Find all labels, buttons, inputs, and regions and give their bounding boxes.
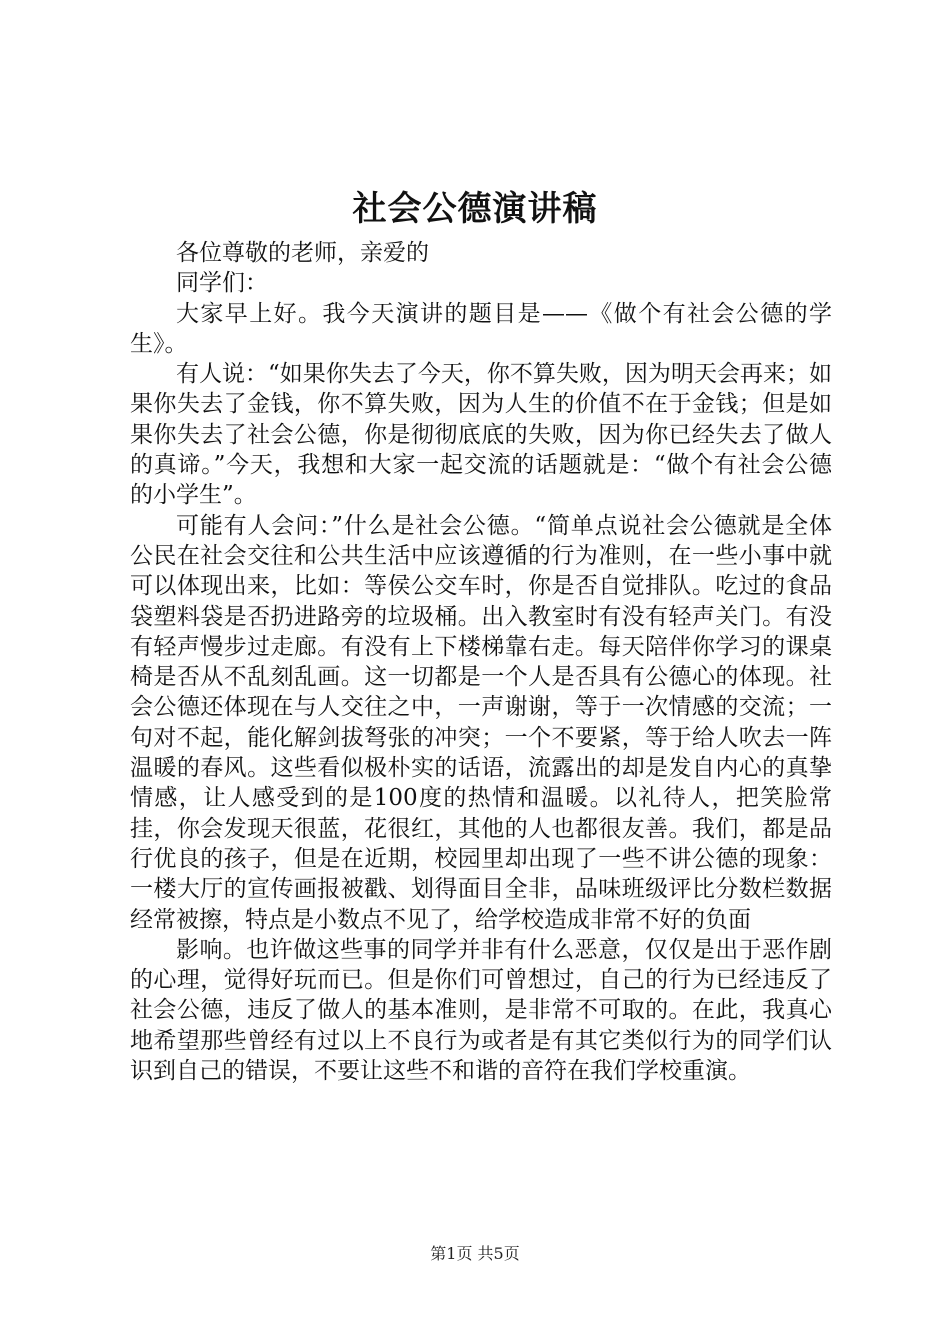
document-body — [130, 238, 832, 1086]
paragraph-greeting-2: 同学们： — [176, 270, 268, 297]
page-number-footer: 第1页 共5页 — [430, 1244, 520, 1263]
paragraph-definition: 可能有人会问：”什么是社会公德。“简单点说社会公德就是全体公民在社会交往和公共生活中应该遵循的行为准则，在一些小事中就可以体现出来，比如：等侯公交车时，你是否自觉排队。吃过的食品袋塑料袋是否扔进路旁的垃圾桶。出入教室时有没有轻声关门。有没有轻声慢步过走廊。有没有上下楼梯靠右走。每天陪伴你学习的课桌椅是否从不乱刻乱画。这一切都是一个人是否具有公德心的体现。社会公德还体现在与人交往之中，一声谢谢，等于一次情感的交流；一句对不起，能化解剑拔弩张的冲突；一个不要紧，等于给人吹去一阵温暖的春风。这些看似极朴实的话语，流露出的却是发自内心的真挚情感，让人感受到的是100度的热情和温暖。以礼待人，把笑脸常挂，你会发现天很蓝，花很红，其他的人也都很友善。我们，都是品行优良的孩子，但是在近期，校园里却出现了一些不讲公德的现象：一楼大厅的宣传画报被戳、划得面目全非，品味班级评比分数栏数据经常被擦，特点是小数点不见了，给学校造成非常不好的负面 — [130, 512, 832, 933]
paragraph-greeting-1: 各位尊敬的老师，亲爱的 — [176, 240, 429, 266]
page-title: 社会公德演讲稿 — [352, 189, 598, 229]
paragraph-quote: 有人说：“如果你失去了今天，你不算失败，因为明天会再来；如果你失去了金钱，你不算失败，因为人生的价值不在于金钱；但是如果你失去了社会公德，你是彻彻底底的失败，因为你已经失去了做人的真谛。”今天，我想和大家一起交流的话题就是：“做个有社会公德的小学生”。 — [130, 361, 832, 509]
paragraph-intro: 大家早上好。我今天演讲的题目是——《做个有社会公德的学生》。 — [130, 300, 832, 357]
paragraph-conclusion: 影响。也许做这些事的同学并非有什么恶意，仅仅是出于恶作剧的心理，觉得好玩而已。但是你们可曾想过，自己的行为已经违反了社会公德，违反了做人的基本准则，是非常不可取的。在此，我真心地希望那些曾经有过以上不良行为或者是有其它类似行为的同学们认识到自己的错误，不要让这些不和谐的音符在我们学校重演。 — [130, 936, 832, 1085]
